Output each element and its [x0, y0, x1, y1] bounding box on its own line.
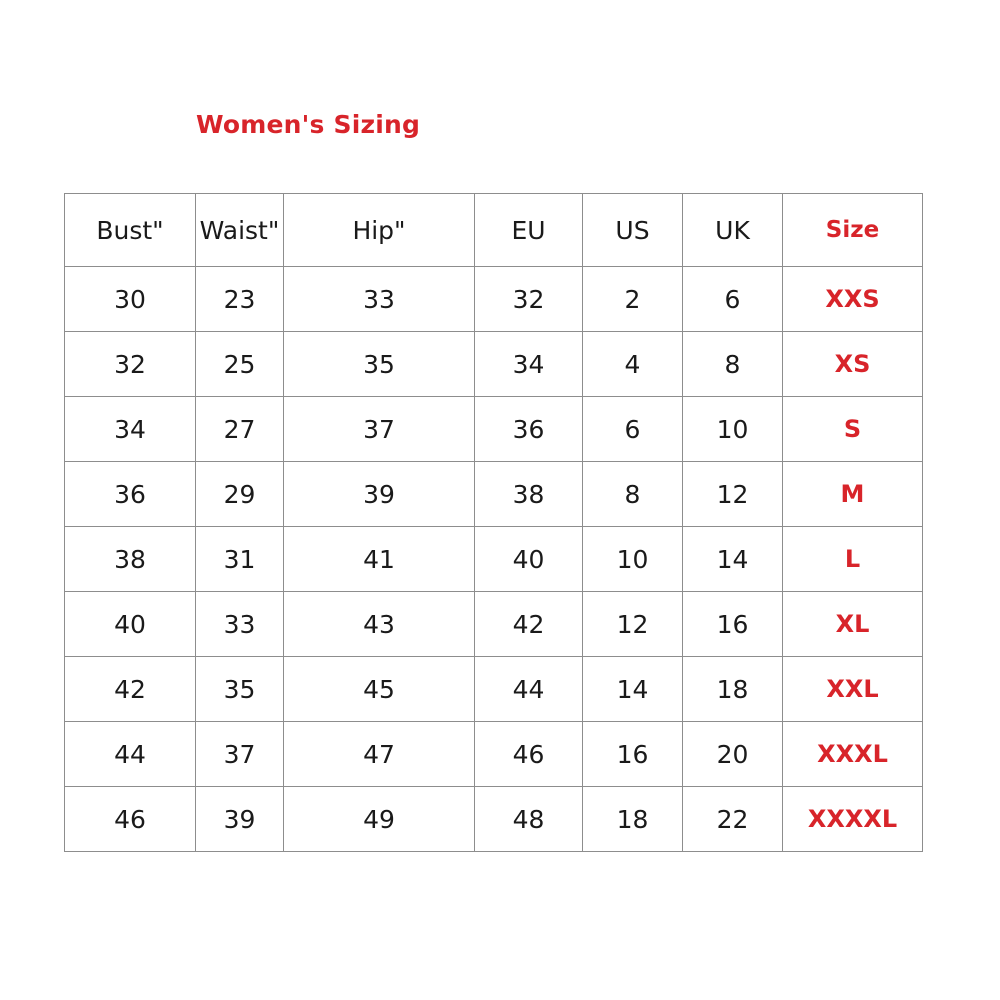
table-row: [65, 592, 923, 657]
cell-bust: 34: [65, 397, 196, 462]
table-row: [65, 527, 923, 592]
cell-eu: 34: [475, 332, 583, 397]
cell-size: XXXL: [783, 722, 923, 787]
column-header-uk: UK: [683, 194, 783, 267]
cell-uk: 20: [683, 722, 783, 787]
cell-bust: 38: [65, 527, 196, 592]
cell-us: 4: [583, 332, 683, 397]
cell-uk: 8: [683, 332, 783, 397]
cell-us: 2: [583, 267, 683, 332]
cell-bust: 32: [65, 332, 196, 397]
cell-us: 12: [583, 592, 683, 657]
page-title: Women's Sizing: [196, 110, 421, 139]
cell-waist: 25: [196, 332, 284, 397]
cell-waist: 37: [196, 722, 284, 787]
cell-us: 14: [583, 657, 683, 722]
table-row: [65, 787, 923, 852]
cell-size: S: [783, 397, 923, 462]
cell-size: M: [783, 462, 923, 527]
size-table-container: [64, 193, 922, 852]
cell-bust: 36: [65, 462, 196, 527]
cell-uk: 12: [683, 462, 783, 527]
table-row: [65, 267, 923, 332]
cell-hip: 37: [284, 397, 475, 462]
column-header-size: Size: [783, 194, 923, 267]
column-header-us: US: [583, 194, 683, 267]
cell-bust: 40: [65, 592, 196, 657]
cell-bust: 44: [65, 722, 196, 787]
cell-size: XXXXL: [783, 787, 923, 852]
cell-hip: 49: [284, 787, 475, 852]
cell-eu: 32: [475, 267, 583, 332]
cell-size: XS: [783, 332, 923, 397]
table-row: [65, 332, 923, 397]
column-header-waist: Waist": [196, 194, 284, 267]
cell-size: XXL: [783, 657, 923, 722]
cell-hip: 47: [284, 722, 475, 787]
column-header-eu: EU: [475, 194, 583, 267]
table-row: [65, 397, 923, 462]
cell-eu: 38: [475, 462, 583, 527]
cell-waist: 35: [196, 657, 284, 722]
column-header-hip: Hip": [284, 194, 475, 267]
cell-uk: 14: [683, 527, 783, 592]
cell-hip: 39: [284, 462, 475, 527]
cell-eu: 36: [475, 397, 583, 462]
cell-waist: 31: [196, 527, 284, 592]
cell-waist: 39: [196, 787, 284, 852]
cell-uk: 16: [683, 592, 783, 657]
cell-waist: 27: [196, 397, 284, 462]
cell-us: 10: [583, 527, 683, 592]
table-row: [65, 462, 923, 527]
size-chart-table: [64, 193, 923, 852]
cell-waist: 29: [196, 462, 284, 527]
cell-size: XXS: [783, 267, 923, 332]
cell-eu: 48: [475, 787, 583, 852]
cell-uk: 6: [683, 267, 783, 332]
cell-hip: 33: [284, 267, 475, 332]
cell-uk: 18: [683, 657, 783, 722]
cell-bust: 30: [65, 267, 196, 332]
table-row: [65, 722, 923, 787]
cell-size: L: [783, 527, 923, 592]
cell-eu: 40: [475, 527, 583, 592]
cell-eu: 42: [475, 592, 583, 657]
table-body: [65, 267, 923, 852]
cell-us: 8: [583, 462, 683, 527]
cell-uk: 22: [683, 787, 783, 852]
column-header-bust: Bust": [65, 194, 196, 267]
cell-waist: 23: [196, 267, 284, 332]
cell-eu: 46: [475, 722, 583, 787]
cell-waist: 33: [196, 592, 284, 657]
cell-hip: 41: [284, 527, 475, 592]
cell-hip: 35: [284, 332, 475, 397]
table-header: [65, 194, 923, 267]
cell-us: 16: [583, 722, 683, 787]
cell-hip: 45: [284, 657, 475, 722]
cell-size: XL: [783, 592, 923, 657]
cell-eu: 44: [475, 657, 583, 722]
table-header-row: [65, 194, 923, 267]
cell-bust: 42: [65, 657, 196, 722]
cell-hip: 43: [284, 592, 475, 657]
table-row: [65, 657, 923, 722]
cell-uk: 10: [683, 397, 783, 462]
cell-us: 6: [583, 397, 683, 462]
cell-bust: 46: [65, 787, 196, 852]
cell-us: 18: [583, 787, 683, 852]
